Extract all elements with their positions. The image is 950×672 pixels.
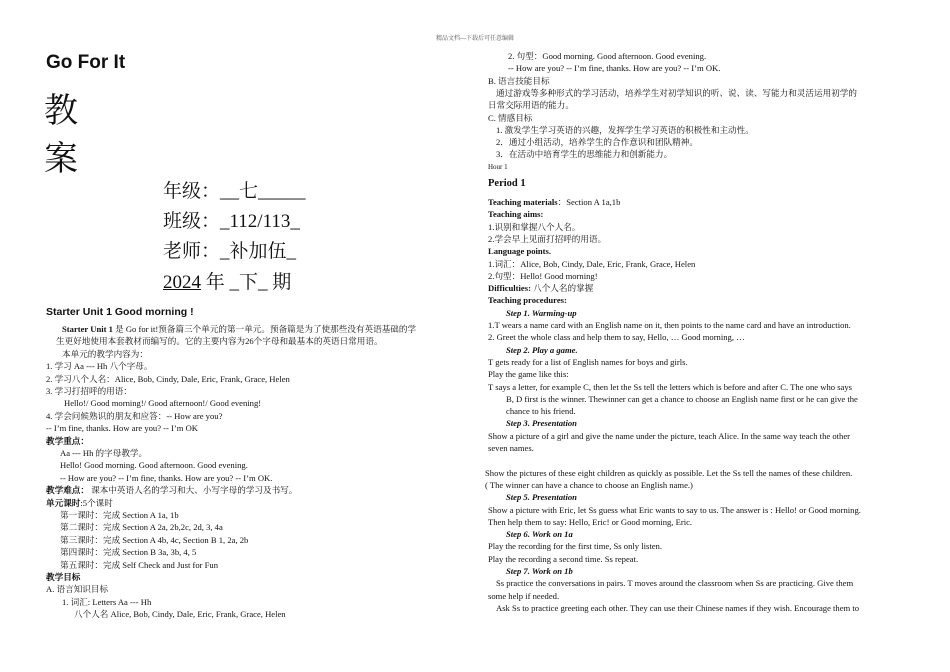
left_lines-line: 教学难点： 课本中英语人名的学习和大、小写字母的学习及书写。 xyxy=(46,485,298,496)
right_lines-line: 2．通过小组活动，培养学生的合作意识和团队精神。 xyxy=(496,137,698,148)
bold-prefix: 教学难点： xyxy=(46,485,89,496)
term-year: 2024 xyxy=(163,272,201,293)
right_lines-line: Ask Ss to practice greeting each other. They can use their Chinese names if they wish. Encourage them to xyxy=(496,602,860,613)
right_lines-line: seven names. xyxy=(488,443,534,453)
left_lines-line: 教学重点： xyxy=(46,435,89,446)
right_lines-line: Teaching aims: xyxy=(488,209,544,220)
bold-prefix: Starter Unit 1 xyxy=(62,324,113,334)
right_lines-line: B. 语言技能目标 xyxy=(488,75,550,86)
right_lines-line: Play the recording a second time. Ss repeat. xyxy=(488,553,639,564)
right_lines-line: Show a picture with Eric, let Ss guess what Eric wants to say to us. The answer is : Hello! or Good morning. xyxy=(488,504,861,515)
header-note: 精品文档---下载后可任意编辑 xyxy=(436,36,514,42)
left_lines-line: 3. 学习打招呼的用语： xyxy=(46,386,132,396)
right_lines-line: Step 6. Work on 1a xyxy=(506,529,573,540)
right_lines-line: 日常交际用语的能力。 xyxy=(488,100,574,111)
bold-prefix: Teaching materials xyxy=(488,197,558,207)
class-label: 班级： xyxy=(163,211,221,232)
right_lines-line: Step 1. Warming-up xyxy=(506,307,577,318)
left_lines-line: 第二课时：完成 Section A 2a, 2b,2c, 2d, 3, 4a xyxy=(60,522,223,533)
right_lines-line: B, D first is the winner. Thewinner can get a chance to choose an English name first or he can give the xyxy=(506,393,858,404)
right_lines-line: 1. 激发学生学习英语的兴趣，发挥学生学习英语的积极性和主动性。 xyxy=(496,124,754,135)
left_lines-line: 第一课时：完成 Section A 1a, 1b xyxy=(60,510,179,520)
right_lines-line: Teaching procedures: xyxy=(488,295,567,306)
right_lines-line: some help if needed. xyxy=(488,590,560,601)
right_lines-line: Difficulties: 八个人名的掌握 xyxy=(488,283,594,294)
right_lines-line: Step 2. Play a game. xyxy=(506,344,578,355)
term-mid: 年 xyxy=(201,272,230,293)
left_lines-line: 1. 词汇: Letters Aa --- Hh xyxy=(62,596,152,607)
right_lines-line: 1.词汇：Alice, Bob, Cindy, Dale, Eric, Frank, Grace, Helen xyxy=(488,258,696,269)
right_lines-line: 通过游戏等多种形式的学习活动，培养学生对初学知识的听、说、读、写能力和灵活运用初学的 xyxy=(496,87,857,98)
left_lines-line: 单元课时:5个课时 xyxy=(46,497,113,508)
term-row xyxy=(163,267,291,294)
left_lines-line: Hello! Good morning. Good afternoon. Good evening. xyxy=(60,460,248,471)
right_lines-line: 1.识别和掌握八个人名。 xyxy=(488,221,581,232)
left_lines-line: 八个人名 Alice, Bob, Cindy, Dale, Eric, Frank, Grace, Helen xyxy=(74,609,286,620)
left_lines-line: Hello!/ Good morning!/ Good afternoon!/ Good evening! xyxy=(64,398,262,409)
class-row xyxy=(163,206,300,233)
right_lines-line: 1.T wears a name card with an English name on it, then points to the name card and have an introduction. xyxy=(488,320,851,330)
left_lines-line: 本单元的教学内容为： xyxy=(62,348,148,359)
right_lines-line: Period 1 xyxy=(488,178,526,189)
term-value: _下_ xyxy=(229,272,268,293)
left_lines-line: 第三课时：完成 Section A 4b, 4c, Section B 1, 2a, 2b xyxy=(60,534,249,545)
right_lines-line: 2.句型：Hello! Good morning! xyxy=(488,270,598,281)
right_lines-line: Show a picture of a girl and give the name under the picture, teach Alice. In the same way teach the other xyxy=(488,430,850,441)
right_lines-line: Show the pictures of these eight children as quickly as possible. Let the Ss tell the names of these children. xyxy=(485,467,853,478)
right_lines-line: T says a letter, for example C, then let the Ss tell the letters which is before and after C. The one who says xyxy=(488,381,852,392)
left_lines-line: 第五课时：完成 Self Check and Just for Fun xyxy=(60,559,219,570)
left_lines-line: 4. 学会问候熟识的朋友和应答：-- How are you? xyxy=(46,410,223,421)
right_lines-line: 3．在活动中培育学生的思维能力和创新能力。 xyxy=(496,149,673,160)
right_lines-line: Language points. xyxy=(488,246,552,257)
right_lines-line: Step 5. Presentation xyxy=(506,492,577,503)
left_lines-line: Starter Unit 1 是 Go for it!预备篇三个单元的第一单元。预备篇是为了使那些没有英语基础的学 xyxy=(62,324,417,334)
left_lines-line: 第四课时：完成 Section B 3a, 3b, 4, 5 xyxy=(60,547,197,558)
left_lines-line: 1. 学习 Aa --- Hh 八个字母。 xyxy=(46,361,153,372)
cover-char-1: 教 xyxy=(44,91,78,131)
grade-row xyxy=(163,176,306,203)
right_lines-line: Ss practice the conversations in pairs. T moves around the classroom when Ss are practicing. Give them xyxy=(496,578,854,589)
right_lines-line: T gets ready for a list of English names for boys and girls. xyxy=(488,356,688,367)
teacher-row xyxy=(163,236,296,263)
right_lines-line: Play the game like this: xyxy=(488,369,569,380)
bold-prefix: Difficulties: xyxy=(488,283,531,294)
grade-value: __七_____ xyxy=(220,181,306,202)
left_lines-line: -- I’m fine, thanks. How are you? -- I’m OK xyxy=(46,423,199,434)
cover-title: Go For It xyxy=(46,52,126,73)
right_lines-line: chance to his friend. xyxy=(506,406,576,417)
right_lines-line: Step 7. Work on 1b xyxy=(506,566,573,576)
bold-prefix: 单元课时 xyxy=(46,497,81,508)
right_lines-line: -- How are you? -- I’m fine, thanks. How are you? -- I’m OK. xyxy=(508,63,721,74)
left_lines-line: 2. 学习八个人名：Alice, Bob, Cindy, Dale, Eric, Frank, Grace, Helen xyxy=(46,373,290,384)
grade-label: 年级： xyxy=(163,181,221,202)
right_lines-line: Play the recording for the first time, Ss only listen. xyxy=(488,541,662,552)
right_lines-line: 2. 句型：Good morning. Good afternoon. Good evening. xyxy=(508,51,707,61)
teacher-label: 老师： xyxy=(163,241,221,262)
right_lines-line: Step 3. Presentation xyxy=(506,418,577,429)
right_lines-line: Then help them to say: Hello, Eric! or Good morning, Eric. xyxy=(488,516,693,527)
right_lines-line: Hour 1 xyxy=(488,162,508,171)
left_lines-line: 生更好地使用本套教材而编写的。它的主要内容为26个字母和最基本的英语日常用语。 xyxy=(56,336,383,347)
left_lines-line: A. 语言知识目标 xyxy=(46,584,109,595)
right_lines-line: C. 情感目标 xyxy=(488,112,533,123)
right_lines-line: ( The winner can have a chance to choose an English name.) xyxy=(485,479,693,490)
left_lines-line: -- How are you? -- I’m fine, thanks. How are you? -- I’m OK. xyxy=(60,472,273,483)
left_lines-line: Starter Unit 1 Good morning ! xyxy=(46,306,194,318)
cover-char-2: 案 xyxy=(44,139,78,179)
class-value: _112/113_ xyxy=(220,211,300,232)
right_lines-line: Teaching materials：Section A 1a,1b xyxy=(488,197,621,207)
left_lines-line: Aa --- Hh 的字母教学。 xyxy=(60,448,148,458)
right_lines-line: 2.学会早上见面打招呼的用语。 xyxy=(488,233,607,244)
right_lines-line: 2. Greet the whole class and help them to say, Hello, … Good morning, … xyxy=(488,332,745,343)
left_lines-line: 教学目标 xyxy=(46,572,81,582)
term-end: 期 xyxy=(267,272,292,293)
teacher-value: _补加伍_ xyxy=(220,241,297,262)
